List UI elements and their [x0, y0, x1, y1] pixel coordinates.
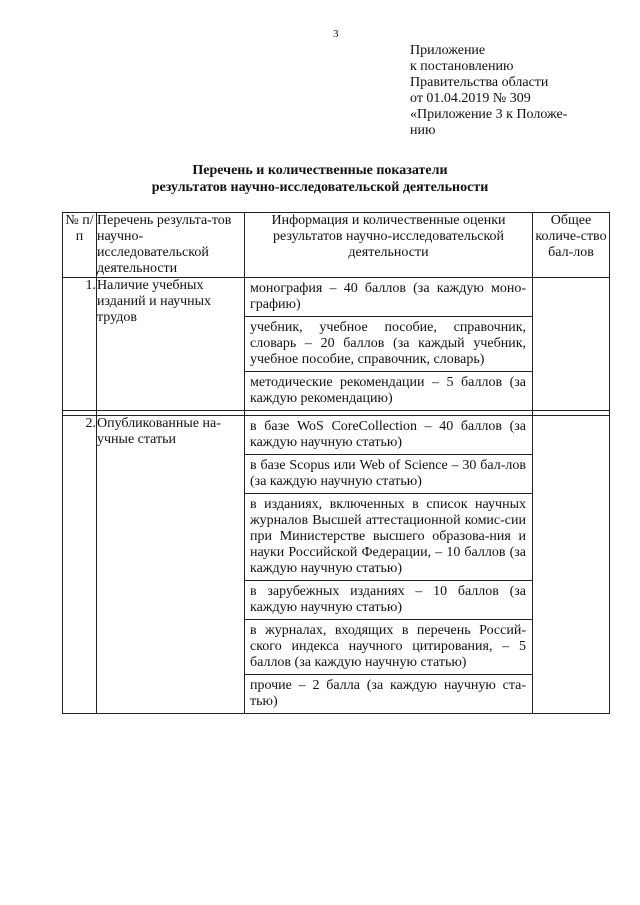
score-entry: методические рекомендации – 5 баллов (за каждую рекомендацию)	[245, 371, 532, 410]
row-total	[533, 278, 610, 411]
appendix-line: к постановлению	[410, 59, 514, 74]
row-name: Наличие учебных изданий и научных трудов	[97, 278, 245, 411]
row-total	[533, 416, 610, 714]
appendix-line: от 01.04.2019 № 309	[410, 91, 531, 106]
table-row	[63, 278, 610, 411]
appendix-line: Приложение	[410, 43, 486, 58]
score-entry: монография – 40 баллов (за каждую моно-графию)	[250, 281, 526, 312]
appendix-note	[410, 43, 625, 139]
document-title	[0, 162, 640, 196]
score-entry: учебник, учебное пособие, справочник, словарь – 20 баллов (за каждый учебник, учебное пособие, справочник, словарь)	[245, 316, 532, 371]
appendix-line: «Приложение 3 к Положе-	[410, 107, 568, 122]
header-results-list: Перечень результа-тов научно-исследовательской деятельности	[97, 213, 245, 278]
score-entry: в базе WoS CoreCollection – 40 баллов (за каждую научную статью)	[250, 419, 526, 450]
row-entries	[245, 278, 533, 411]
header-information: Информация и количественные оценки результатов научно-исследовательской деятельности	[245, 213, 533, 278]
row-name: Опубликованные на-учные статьи	[97, 416, 245, 714]
score-entry: в зарубежных изданиях – 10 баллов (за каждую научную статью)	[245, 580, 532, 619]
score-entry: прочие – 2 балла (за каждую научную ста-тью)	[245, 674, 532, 713]
row-entries	[245, 416, 533, 714]
title-line-2: результатов научно-исследовательской деятельности	[151, 180, 489, 195]
header-number: № п/п	[63, 213, 97, 278]
row-number: 1.	[63, 278, 97, 411]
row-number: 2.	[63, 416, 97, 714]
page-number: 3	[333, 28, 339, 40]
score-entry: в журналах, входящих в перечень Россий-ского индекса научного цитирования, – 5 баллов (за каждую научную статью)	[245, 619, 532, 674]
results-table	[62, 212, 610, 714]
title-line-1: Перечень и количественные показатели	[192, 163, 448, 178]
table-header-row	[63, 213, 610, 278]
header-total-points: Общее количе-ство бал-лов	[533, 213, 610, 278]
appendix-line: Правительства области	[410, 75, 549, 90]
table-row	[63, 416, 610, 714]
appendix-line: нию	[410, 123, 436, 138]
score-entry: в базе Scopus или Web of Science – 30 бал-лов (за каждую научную статью)	[245, 454, 532, 493]
score-entry: в изданиях, включенных в список научных журналов Высшей аттестационной комис-сии при Министерстве высшего образова-ния и науки Российской Федерации, – 10 баллов (за каждую научную статью)	[245, 493, 532, 580]
